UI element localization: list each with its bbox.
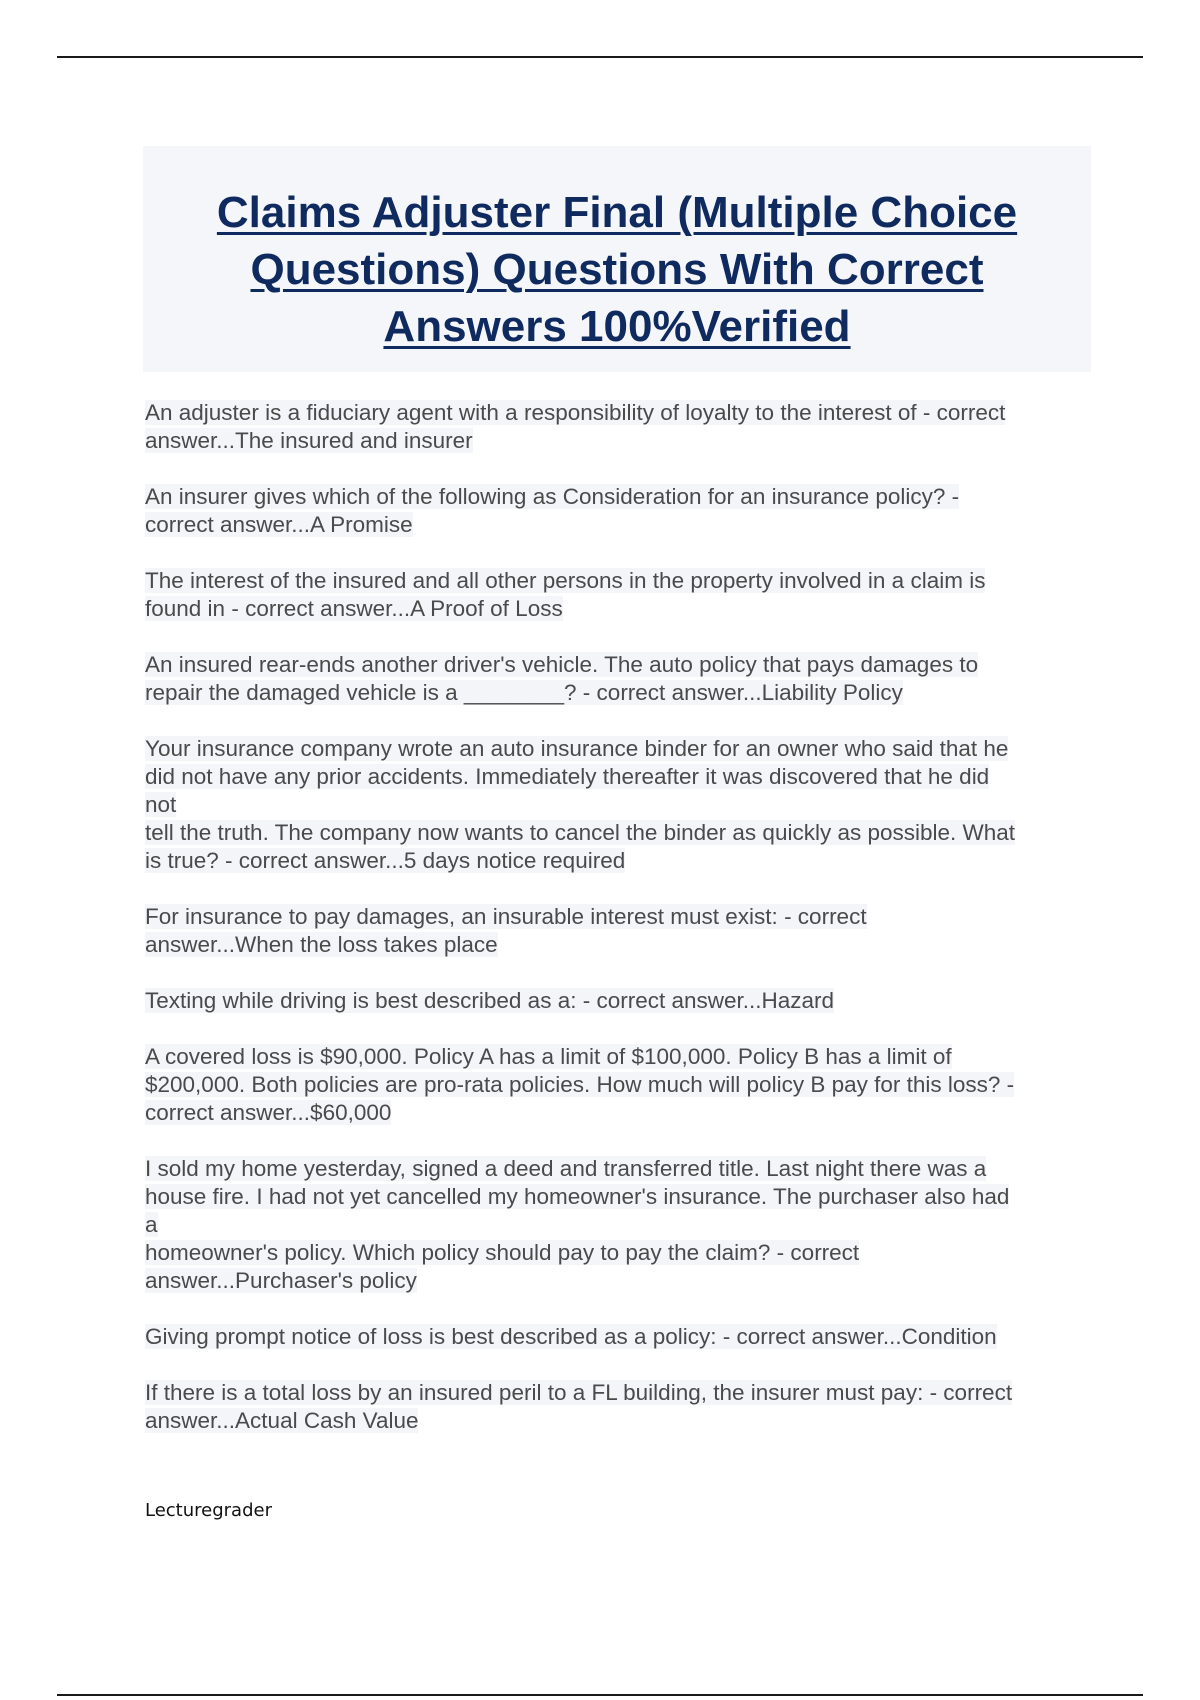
qa-list xyxy=(145,399,1085,1463)
qa-line xyxy=(145,399,1085,427)
qa-line xyxy=(145,1379,1085,1407)
qa-line-text: Giving prompt notice of loss is best described as a policy: - correct answer...Condition xyxy=(145,1324,997,1349)
qa-line-text: correct answer...$60,000 xyxy=(145,1100,392,1125)
qa-line-text: is true? - correct answer...5 days notice required xyxy=(145,848,626,873)
qa-line-text: answer...Purchaser's policy xyxy=(145,1268,417,1293)
qa-line xyxy=(145,791,1085,819)
qa-line-text: correct answer...A Promise xyxy=(145,512,413,537)
qa-item xyxy=(145,735,1085,875)
qa-item xyxy=(145,1323,1085,1351)
top-rule xyxy=(57,56,1143,58)
qa-line xyxy=(145,847,1085,875)
qa-item xyxy=(145,651,1085,707)
qa-line xyxy=(145,1043,1085,1071)
qa-line xyxy=(145,903,1085,931)
qa-line xyxy=(145,1267,1085,1295)
qa-line-text: answer...When the loss takes place xyxy=(145,932,498,957)
qa-line-text: answer...Actual Cash Value xyxy=(145,1408,419,1433)
qa-item xyxy=(145,399,1085,455)
qa-line-text: answer...The insured and insurer xyxy=(145,428,473,453)
qa-line xyxy=(145,1323,1085,1351)
qa-line-text: tell the truth. The company now wants to cancel the binder as quickly as possible. What xyxy=(145,820,1016,845)
qa-line xyxy=(145,1183,1085,1211)
title-banner xyxy=(143,146,1091,372)
qa-line-text: The interest of the insured and all other persons in the property involved in a claim is xyxy=(145,568,986,593)
qa-line xyxy=(145,483,1085,511)
footer-brand: Lecturegrader xyxy=(145,1500,272,1521)
qa-line-text: found in - correct answer...A Proof of Loss xyxy=(145,596,563,621)
qa-item xyxy=(145,1155,1085,1295)
qa-item xyxy=(145,1379,1085,1435)
qa-line xyxy=(145,679,1085,707)
qa-item xyxy=(145,1043,1085,1127)
qa-line xyxy=(145,511,1085,539)
bottom-rule xyxy=(57,1694,1143,1696)
qa-line xyxy=(145,567,1085,595)
qa-line xyxy=(145,819,1085,847)
qa-line-text: I sold my home yesterday, signed a deed and transferred title. Last night there was a xyxy=(145,1156,987,1181)
qa-line xyxy=(145,931,1085,959)
qa-line-text: homeowner's policy. Which policy should pay to pay the claim? - correct xyxy=(145,1240,860,1265)
qa-item xyxy=(145,987,1085,1015)
qa-line-text: A covered loss is $90,000. Policy A has a limit of $100,000. Policy B has a limit of xyxy=(145,1044,952,1069)
qa-line-text: a xyxy=(145,1212,158,1237)
qa-item xyxy=(145,483,1085,539)
qa-line xyxy=(145,1407,1085,1435)
qa-line xyxy=(145,1155,1085,1183)
qa-line-text: $200,000. Both policies are pro-rata policies. How much will policy B pay for this loss? - xyxy=(145,1072,1015,1097)
qa-line-text: not xyxy=(145,792,177,817)
qa-line-text: An insured rear-ends another driver's vehicle. The auto policy that pays damages to xyxy=(145,652,979,677)
qa-line-text: house fire. I had not yet cancelled my homeowner's insurance. The purchaser also had xyxy=(145,1184,1010,1209)
qa-item xyxy=(145,903,1085,959)
qa-line xyxy=(145,1239,1085,1267)
qa-line-text: did not have any prior accidents. Immediately thereafter it was discovered that he did xyxy=(145,764,990,789)
qa-line-text: repair the damaged vehicle is a ________? - correct answer...Liability Policy xyxy=(145,680,903,705)
qa-line xyxy=(145,763,1085,791)
qa-line-text: An adjuster is a fiduciary agent with a responsibility of loyalty to the interest of - correct xyxy=(145,400,1006,425)
qa-line xyxy=(145,595,1085,623)
qa-line-text: For insurance to pay damages, an insurable interest must exist: - correct xyxy=(145,904,867,929)
qa-line-text: Your insurance company wrote an auto insurance binder for an owner who said that he xyxy=(145,736,1009,761)
qa-line xyxy=(145,1211,1085,1239)
qa-line-text: Texting while driving is best described as a: - correct answer...Hazard xyxy=(145,988,835,1013)
qa-line xyxy=(145,427,1085,455)
qa-line xyxy=(145,651,1085,679)
qa-line-text: An insurer gives which of the following as Consideration for an insurance policy? - xyxy=(145,484,960,509)
qa-item xyxy=(145,567,1085,623)
qa-line xyxy=(145,1071,1085,1099)
qa-line xyxy=(145,735,1085,763)
qa-line xyxy=(145,987,1085,1015)
qa-line xyxy=(145,1099,1085,1127)
document-title: Claims Adjuster Final (Multiple Choice Questions) Questions With Correct Answers 100%Verified xyxy=(216,187,1018,351)
qa-line-text: If there is a total loss by an insured peril to a FL building, the insurer must pay: - correct xyxy=(145,1380,1013,1405)
